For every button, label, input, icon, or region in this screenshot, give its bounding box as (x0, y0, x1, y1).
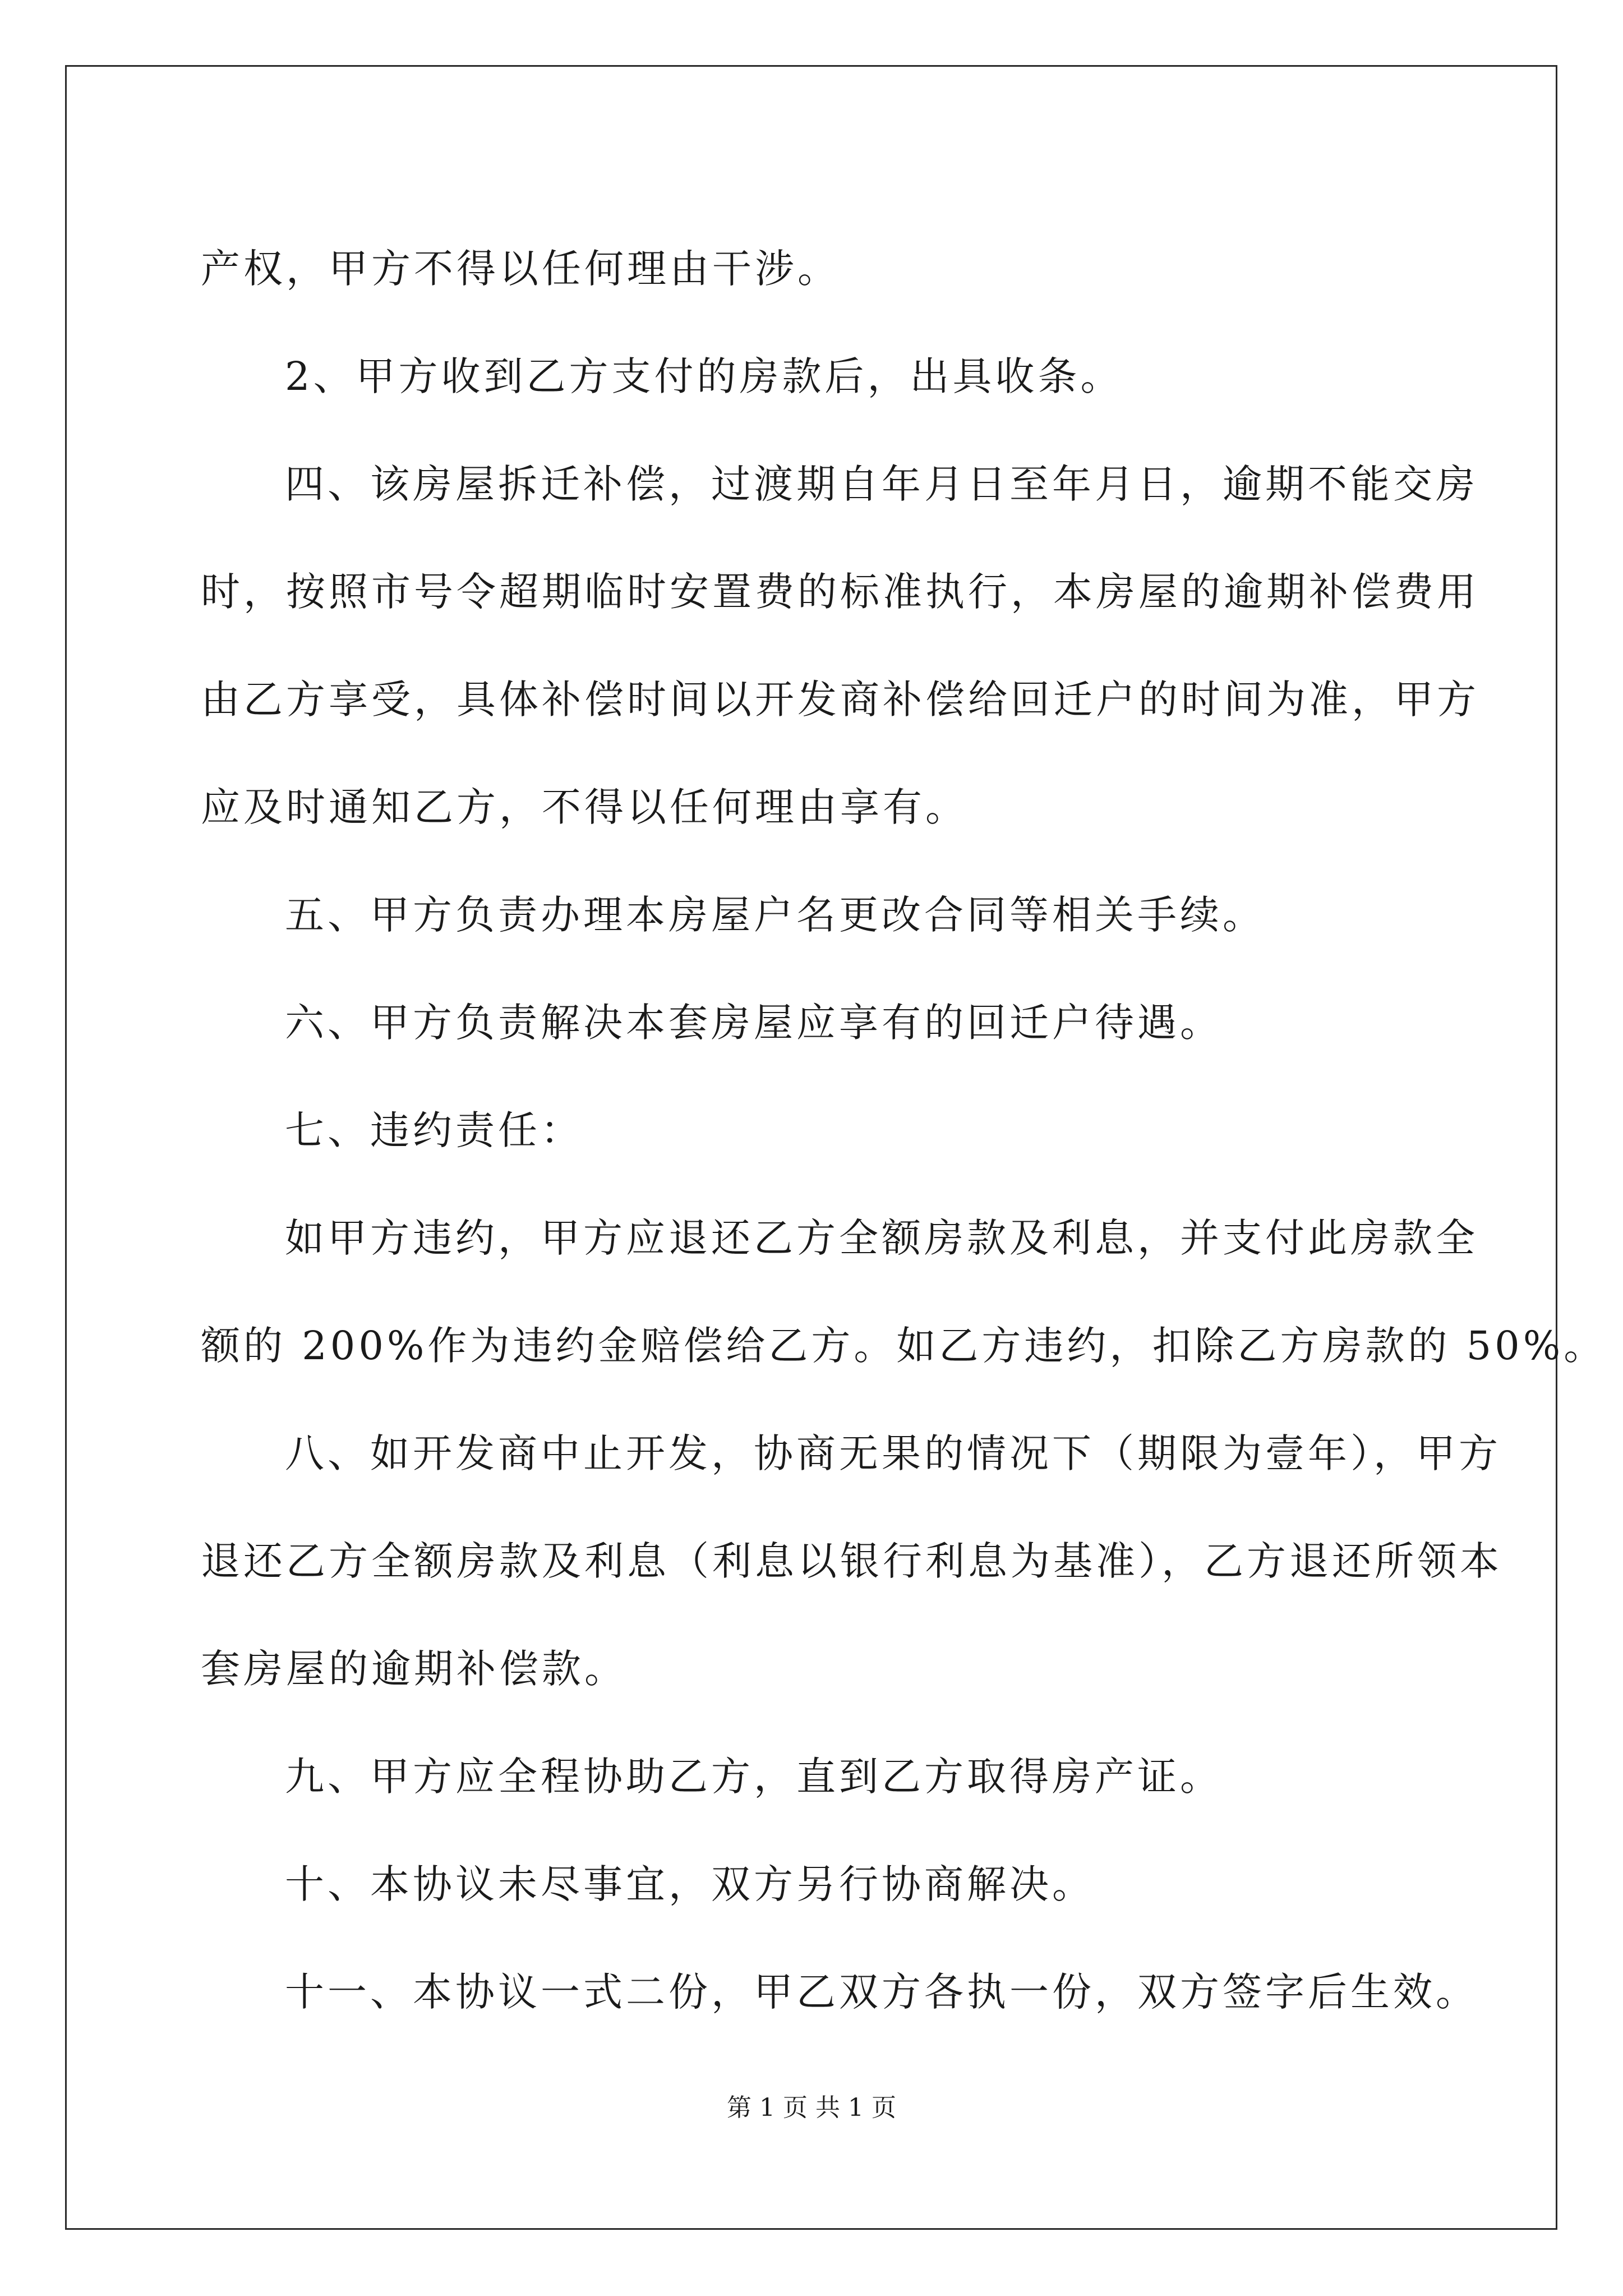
paragraph: 八、如开发商中止开发，协商无果的情况下（期限为壹年），甲方 (285, 1430, 1501, 1476)
paragraph: 套房屋的逾期补偿款。 (201, 1646, 627, 1692)
paragraph: 应及时通知乙方，不得以任何理由享有。 (201, 784, 968, 830)
paragraph: 七、违约责任： (285, 1107, 583, 1153)
paragraph: 九、甲方应全程协助乙方，直到乙方取得房产证。 (285, 1754, 1223, 1800)
paragraph: 退还乙方全额房款及利息（利息以银行利息为基准），乙方退还所领本 (201, 1538, 1502, 1584)
page-number-footer: 第 1 页 共 1 页 (727, 2093, 896, 2122)
paragraph: 四、该房屋拆迁补偿，过渡期自年月日至年月日，逾期不能交房 (285, 461, 1478, 507)
paragraph: 六、甲方负责解决本套房屋应享有的回迁户待遇。 (285, 1000, 1223, 1046)
paragraph: 2、甲方收到乙方支付的房款后，出具收条。 (285, 353, 1123, 399)
paragraph: 额的 200%作为违约金赔偿给乙方。如乙方违约，扣除乙方房款的 50%。 (201, 1323, 1607, 1369)
paragraph: 五、甲方负责办理本房屋户名更改合同等相关手续。 (285, 892, 1265, 938)
paragraph: 十、本协议未尽事宜，双方另行协商解决。 (285, 1861, 1095, 1907)
paragraph: 十一、本协议一式二份，甲乙双方各执一份，双方签字后生效。 (285, 1969, 1478, 2015)
document-body (201, 215, 1607, 2046)
paragraph: 由乙方享受，具体补偿时间以开发商补偿给回迁户的时间为准，甲方 (201, 677, 1479, 723)
paragraph: 如甲方违约，甲方应退还乙方全额房款及利息，并支付此房款全 (285, 1215, 1478, 1261)
paragraph: 时，按照市号令超期临时安置费的标准执行，本房屋的逾期补偿费用 (201, 569, 1479, 615)
paragraph: 产权，甲方不得以任何理由干涉。 (201, 246, 840, 292)
